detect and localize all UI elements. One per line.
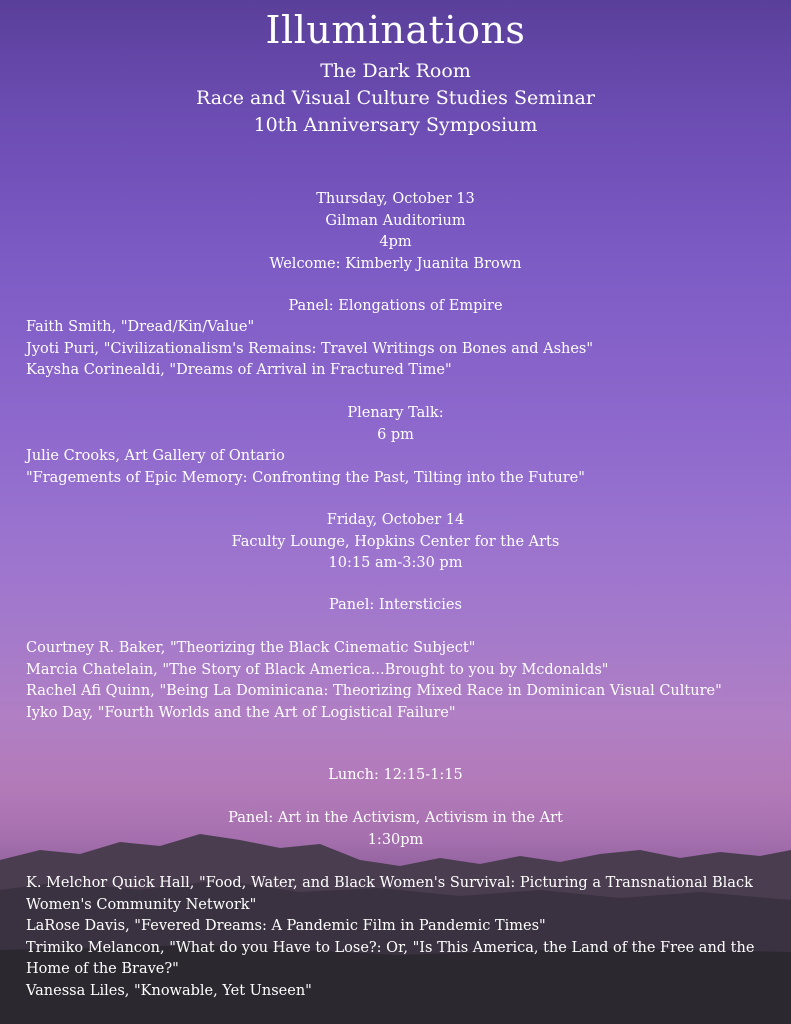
day2-date: Friday, October 14 <box>326 512 465 528</box>
panel3-talks <box>26 873 776 1002</box>
talk-item: Rachel Afi Quinn, "Being La Dominicana: Theorizing Mixed Race in Dominican Visual Culture" <box>26 683 722 699</box>
plenary-talk: "Fragements of Epic Memory: Confronting the Past, Tilting into the Future" <box>26 469 585 486</box>
talk-item: Vanessa Liles, "Knowable, Yet Unseen" <box>26 982 312 999</box>
panel2-title: Panel: Intersticies <box>329 597 462 613</box>
panel1-title: Panel: Elongations of Empire <box>288 298 503 314</box>
plenary-speaker: Julie Crooks, Art Gallery of Ontario <box>26 448 285 464</box>
subtitle-seminar: Race and Visual Culture Studies Seminar <box>196 87 595 109</box>
day1-time: 4pm <box>379 234 412 250</box>
day1-date: Thursday, October 13 <box>316 191 475 207</box>
subtitle-dark-room: The Dark Room <box>320 60 471 82</box>
talk-item: Courtney R. Baker, "Theorizing the Black Cinematic Subject" <box>26 640 476 656</box>
plenary-label: Plenary Talk: <box>347 405 444 421</box>
lunch: Lunch: 12:15-1:15 <box>328 767 463 783</box>
day2-venue: Faculty Lounge, Hopkins Center for the Arts <box>231 533 560 550</box>
talk-item: Faith Smith, "Dread/Kin/Value" <box>26 319 255 335</box>
plenary-block <box>0 403 791 446</box>
panel1-talks <box>26 317 786 382</box>
day1-block <box>0 189 791 275</box>
plenary-time: 6 pm <box>377 426 414 443</box>
panel3-title: Panel: Art in the Activism, Activism in the Art <box>228 810 563 826</box>
header <box>0 2 791 139</box>
talk-item: Jyoti Puri, "Civilizationalism's Remains: Travel Writings on Bones and Ashes" <box>26 340 594 357</box>
talk-item: Kaysha Corinealdi, "Dreams of Arrival in Fractured Time" <box>26 362 452 378</box>
panel2-talks <box>26 638 786 724</box>
panel3-header <box>0 808 791 851</box>
talk-item: Trimiko Melancon, "What do you Have to Lose?: Or, "Is This America, the Land of the Free and the Home of the Brave?" <box>26 939 755 977</box>
plenary-details <box>26 446 786 489</box>
talk-item: LaRose Davis, "Fevered Dreams: A Pandemic Film in Pandemic Times" <box>26 918 546 934</box>
day2-block <box>0 510 791 575</box>
day2-time: 10:15 am-3:30 pm <box>328 555 463 571</box>
talk-item: K. Melchor Quick Hall, "Food, Water, and Black Women's Survival: Picturing a Transnational Black Women's Community Network" <box>26 875 753 913</box>
day1-welcome: Welcome: Kimberly Juanita Brown <box>269 255 522 272</box>
day1-venue: Gilman Auditorium <box>325 212 466 229</box>
talk-item: Iyko Day, "Fourth Worlds and the Art of Logistical Failure" <box>26 704 456 721</box>
talk-item: Marcia Chatelain, "The Story of Black America...Brought to you by Mcdonalds" <box>26 661 609 678</box>
panel3-time: 1:30pm <box>367 831 424 848</box>
page-title: Illuminations <box>265 8 526 52</box>
subtitle-symposium: 10th Anniversary Symposium <box>253 114 538 136</box>
